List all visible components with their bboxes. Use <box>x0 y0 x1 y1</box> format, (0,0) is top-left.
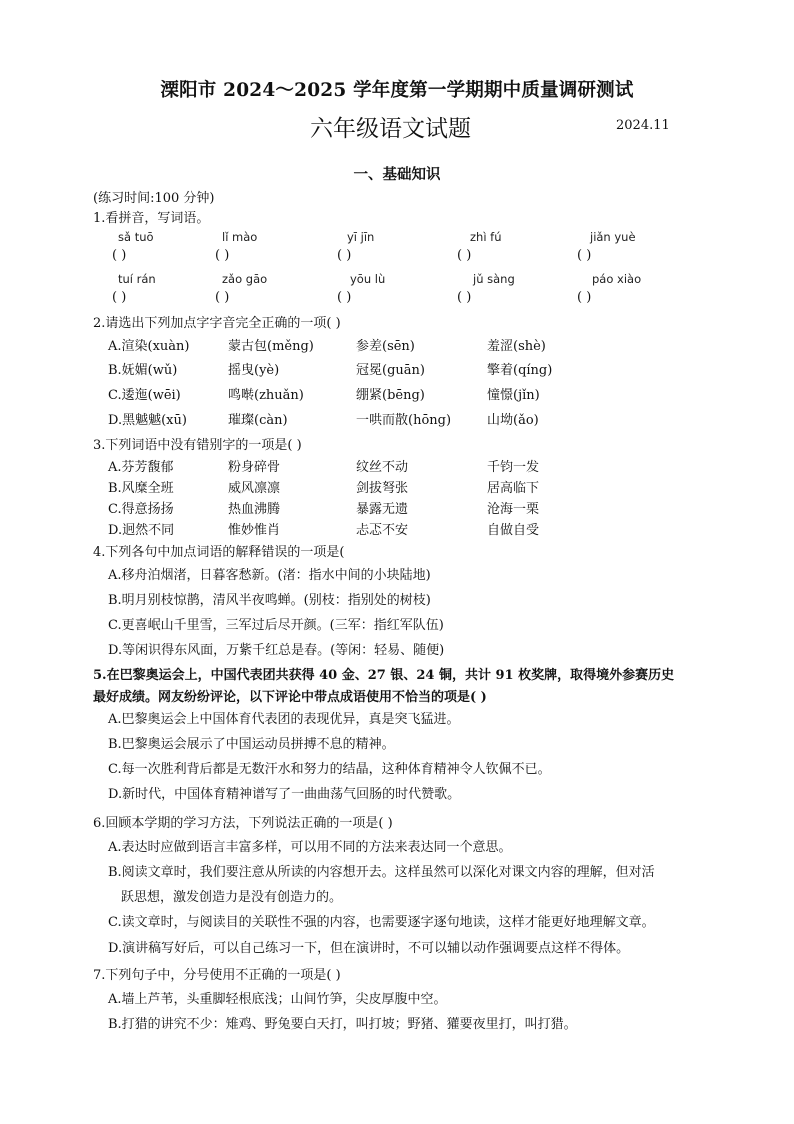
q5-stem-line2: 最好成绩。网友纷纷评论，以下评论中带点成语使用不恰当的项是( ) <box>93 690 487 705</box>
q5-stem-line1: 5.在巴黎奥运会上，中国代表团共获得 40 金、27 银、24 铜，共计 91 枚奖牌，取得境外参赛历史 <box>93 668 675 683</box>
pinyin: yōu lù <box>350 272 386 286</box>
option-c-2: 热血沸腾 <box>228 502 281 517</box>
option-c-1: C.得意扬扬 <box>108 502 174 517</box>
option-c-4: 憧憬(jǐn) <box>487 388 540 403</box>
answer-blank[interactable]: ( ) <box>577 290 592 305</box>
option-c-2: 鸣啭(zhuǎn) <box>228 388 304 403</box>
option-d-2: 惟妙惟肖 <box>228 523 281 538</box>
section-title: 一、基础知识 <box>353 166 441 183</box>
q6-option-b: B.阅读文章时，我们要注意从所读的内容想开去。这样虽然可以深化对课文内容的理解，但对活 <box>108 865 655 880</box>
answer-blank[interactable]: ( ) <box>215 248 230 263</box>
option-a-1: A.渲染(xuàn) <box>108 339 190 354</box>
option-b-4: 擎着(qíng) <box>487 363 553 378</box>
option-b-4: 居高临下 <box>487 481 540 496</box>
answer-blank[interactable]: ( ) <box>112 290 127 305</box>
option-a-4: 千钧一发 <box>487 460 540 475</box>
option-d-3: 一哄而散(hōng) <box>356 413 452 428</box>
q6-stem: 6.回顾本学期的学习方法，下列说法正确的一项是( ) <box>93 816 393 831</box>
q3-stem: 3.下列词语中没有错别字的一项是( ) <box>93 438 302 453</box>
q7-stem: 7.下列句子中，分号使用不正确的一项是( ) <box>93 968 341 983</box>
pinyin: lǐ mào <box>222 230 258 244</box>
option-b-2: 摇曳(yè) <box>228 363 280 378</box>
answer-blank[interactable]: ( ) <box>457 290 472 305</box>
option-c-3: 绷紧(bēng) <box>356 388 425 403</box>
pinyin: jiǎn yuè <box>590 230 636 244</box>
pinyin: zhì fú <box>470 230 502 244</box>
option-d-1: D.迥然不同 <box>108 523 175 538</box>
option-a-3: 参差(sēn) <box>356 339 415 354</box>
q1-stem: 1.看拼音，写词语。 <box>93 211 210 226</box>
q6-option-b-cont: 跃思想，激发创造力是没有创造力的。 <box>121 890 343 905</box>
option-d-4: 山坳(ǎo) <box>487 413 539 428</box>
option-d-4: 自做自受 <box>487 523 540 538</box>
pinyin: sǎ tuō <box>118 230 154 244</box>
option-a-1: A.芬芳馥郁 <box>108 460 174 475</box>
exam-title: 溧阳市 2024～2025 学年度第一学期期中质量调研测试 <box>160 80 634 101</box>
option-b-3: 剑拔弩张 <box>356 481 409 496</box>
pinyin: tuí rán <box>118 272 156 286</box>
option-b-1: B.妩媚(wǔ) <box>108 363 178 378</box>
q6-option-d: D.演讲稿写好后，可以自己练习一下，但在演讲时，不可以辅以动作强调要点这样不得体。 <box>108 941 630 956</box>
q4-stem: 4.下列各句中加点词语的解释错误的一项是( <box>93 545 345 560</box>
q6-option-a: A.表达时应做到语言丰富多样，可以用不同的方法来表达同一个意思。 <box>108 840 512 855</box>
pinyin: jǔ sàng <box>473 272 515 286</box>
option-c-1: C.逶迤(wēi) <box>108 388 181 403</box>
q2-stem: 2.请选出下列加点字字音完全正确的一项( ) <box>93 316 341 331</box>
option-a-2: 蒙古包(měng) <box>228 339 314 354</box>
answer-blank[interactable]: ( ) <box>457 248 472 263</box>
pinyin: yī jīn <box>347 230 375 244</box>
q5-option-c: C.每一次胜利背后都是无数汗水和努力的结晶，这种体育精神令人钦佩不已。 <box>108 762 551 777</box>
option-d-1: D.黑魆魆(xū) <box>108 413 187 428</box>
option-c-3: 暴露无遗 <box>356 502 409 517</box>
q4-option-b: B.明月别枝惊鹊，清风半夜鸣蝉。(别枝：指别处的树枝) <box>108 593 431 608</box>
option-d-2: 璀璨(càn) <box>228 413 288 428</box>
q4-option-d: D.等闲识得东风面，万紫千红总是春。(等闲：轻易、随便) <box>108 643 445 658</box>
option-b-3: 冠冕(guān) <box>356 363 425 378</box>
answer-blank[interactable]: ( ) <box>112 248 127 263</box>
time-note: (练习时间:100 分钟) <box>93 191 215 206</box>
option-b-1: B.风糜全班 <box>108 481 174 496</box>
pinyin: zǎo gāo <box>222 272 268 286</box>
answer-blank[interactable]: ( ) <box>215 290 230 305</box>
answer-blank[interactable]: ( ) <box>337 248 352 263</box>
q5-option-d: D.新时代，中国体育精神谱写了一曲曲荡气回肠的时代赞歌。 <box>108 787 461 802</box>
option-b-2: 威风凛凛 <box>228 481 281 496</box>
option-a-3: 纹丝不动 <box>356 460 409 475</box>
option-d-3: 忐忑不安 <box>356 523 409 538</box>
q5-option-b: B.巴黎奥运会展示了中国运动员拼搏不息的精神。 <box>108 737 395 752</box>
q4-option-a: A.移舟泊烟渚，日暮客愁新。(渚：指水中间的小块陆地) <box>108 568 431 583</box>
option-c-4: 沧海一栗 <box>487 502 540 517</box>
q4-option-c: C.更喜岷山千里雪，三军过后尽开颜。(三军：指红军队伍) <box>108 618 444 633</box>
exam-subtitle: 六年级语文试题 <box>310 116 471 142</box>
option-a-4: 羞涩(shè) <box>487 339 546 354</box>
answer-blank[interactable]: ( ) <box>577 248 592 263</box>
exam-date: 2024.11 <box>616 118 670 133</box>
pinyin: páo xiào <box>592 272 642 286</box>
q7-option-a: A.墙上芦苇，头重脚轻根底浅；山间竹笋，尖皮厚腹中空。 <box>108 992 447 1007</box>
q5-option-a: A.巴黎奥运会上中国体育代表团的表现优异，真是突飞猛进。 <box>108 712 460 727</box>
answer-blank[interactable]: ( ) <box>337 290 352 305</box>
q6-option-c: C.读文章时，与阅读目的关联性不强的内容，也需要逐字逐句地读，这样才能更好地理解文章。 <box>108 915 655 930</box>
q7-option-b: B.打猎的讲究不少：雉鸡、野兔要白天打，叫打坡；野猪、獾要夜里打，叫打猎。 <box>108 1017 577 1032</box>
option-a-2: 粉身碎骨 <box>228 460 281 475</box>
